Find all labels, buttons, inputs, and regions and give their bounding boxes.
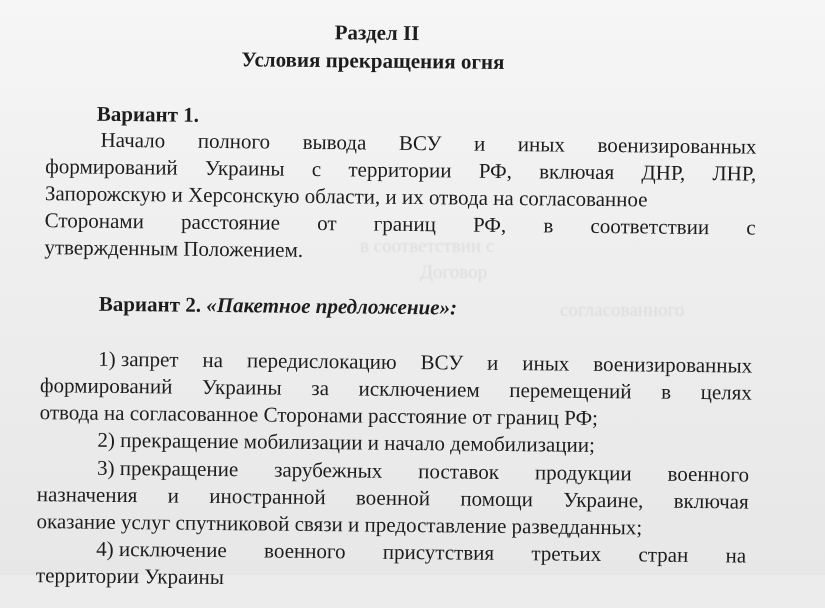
paragraph-line: 2) прекращение мобилизации и начало демобилизации; <box>97 427 595 457</box>
variant-2-heading: Вариант 2. «Пакетное предложение»: <box>98 291 458 320</box>
document-paper <box>24 0 800 608</box>
paragraph-line: 1) запрет на передислокацию ВСУ и иных военизированных <box>98 346 753 378</box>
paragraph-line: территории Украины <box>35 563 225 590</box>
variant-1-heading: Вариант 1. <box>96 101 200 127</box>
paragraph-line: утвержденным Положением. <box>44 235 304 262</box>
paragraph-line: Сторонами расстояние от границ РФ, в соответствии с <box>44 208 756 240</box>
paragraph-line: 3) прекращение зарубежных поставок продукции военного <box>96 455 750 487</box>
paragraph-line: отвода на согласованное Сторонами расстояние от границ РФ; <box>39 400 599 430</box>
paragraph-line: формирований Украины с территории РФ, включая ДНР, ЛНР, <box>45 154 757 186</box>
paragraph-line: оказание услуг спутниковой связи и предоставление разведданных; <box>36 509 643 540</box>
paragraph-line: назначения и иностранной военной помощи Украине, включая <box>36 482 749 514</box>
paragraph-line: формирований Украины за исключением перемещений в целях <box>39 373 753 405</box>
section-title: Раздел II <box>334 20 420 46</box>
paragraph-line: Начало полного вывода ВСУ и иных военизированных <box>100 127 757 159</box>
paragraph-line: Запорожскую и Херсонскую области, и их отвода на согласованное <box>44 181 648 212</box>
paragraph-line: 4) исключение военного присутствия третьих стран на <box>96 536 747 568</box>
bleed-through-text: в соответствии с <box>360 236 495 257</box>
bleed-through-text: согласованного <box>560 300 685 321</box>
bleed-through-text: Договор <box>420 262 488 283</box>
section-subtitle: Условия прекращения огня <box>241 47 505 74</box>
